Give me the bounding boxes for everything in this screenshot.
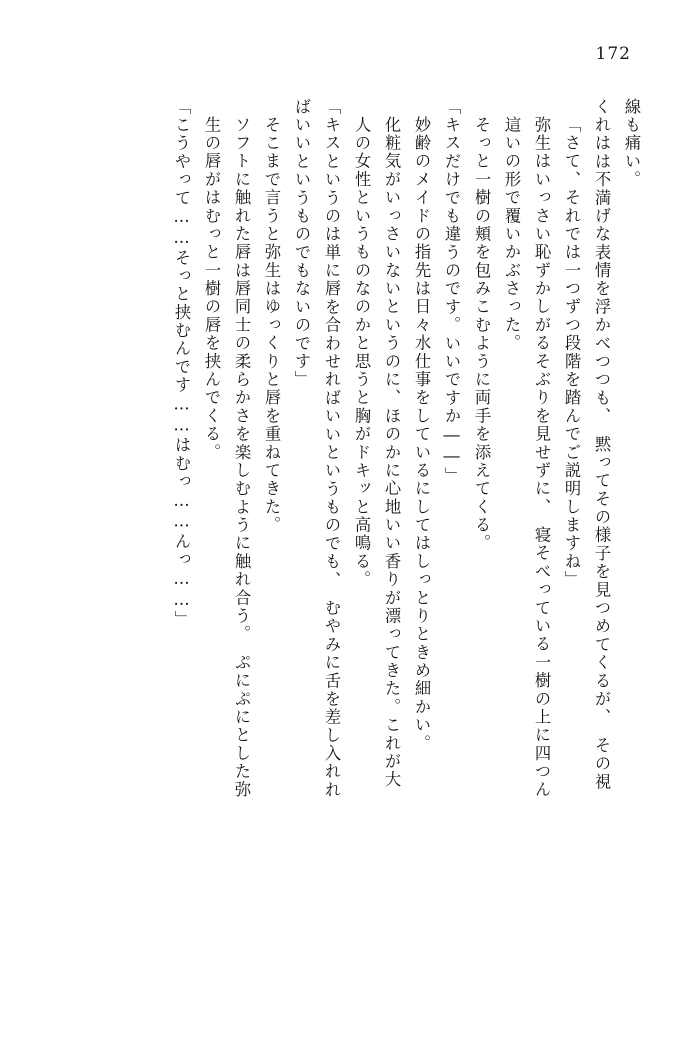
text-line: 「キスというのは単に唇を合わせればいいというものでも、 むやみに舌を差し入れれ <box>322 98 341 800</box>
text-line: くれはは不満げな表情を浮かべつつも、 黙ってその様子を見つめてくるが、 その視 <box>592 98 611 792</box>
text-line: 線も痛い。 <box>622 98 641 189</box>
text-line: ソフトに触れた唇は唇同士の柔らかさを楽しむように触れ合う。 ぷにぷにとした弥 <box>232 116 251 800</box>
text-line: 人の女性というものなのかと思うと胸がドキッと高鳴る。 <box>352 116 371 589</box>
text-line: 弥生はいっさい恥ずかしがるそぶりを見せずに、 寝そべっている一樹の上に四つん <box>532 116 551 800</box>
text-line: 「さて、それでは一つずつ段階を踏んでご説明しますね」 <box>562 116 581 589</box>
text-line: 「こうやって……そっと挟むんです……はむっ……んっ……」 <box>172 98 191 629</box>
page-number: 172 <box>595 44 631 64</box>
text-line: 生の唇がはむっと一樹の唇を挟んでくる。 <box>202 116 221 462</box>
text-line: そこまで言うと弥生はゆっくりと唇を重ねてきた。 <box>262 116 281 535</box>
vertical-body-text <box>42 98 639 992</box>
text-line: そっと一樹の頬を包みこむように両手を添えてくる。 <box>472 116 491 553</box>
text-line: 「キスだけでも違うのです。いいですか――」 <box>442 98 461 486</box>
text-line: ばいいというものでもないのです」 <box>292 98 311 390</box>
text-line: 妙齢のメイドの指先は日々水仕事をしているにしてはしっとりときめ細かい。 <box>412 116 431 753</box>
text-line: 這いの形で覆いかぶさった。 <box>502 116 521 353</box>
text-line: 化粧気がいっさいないというのに、ほのかに心地いい香りが漂ってきた。これが大 <box>382 116 401 790</box>
